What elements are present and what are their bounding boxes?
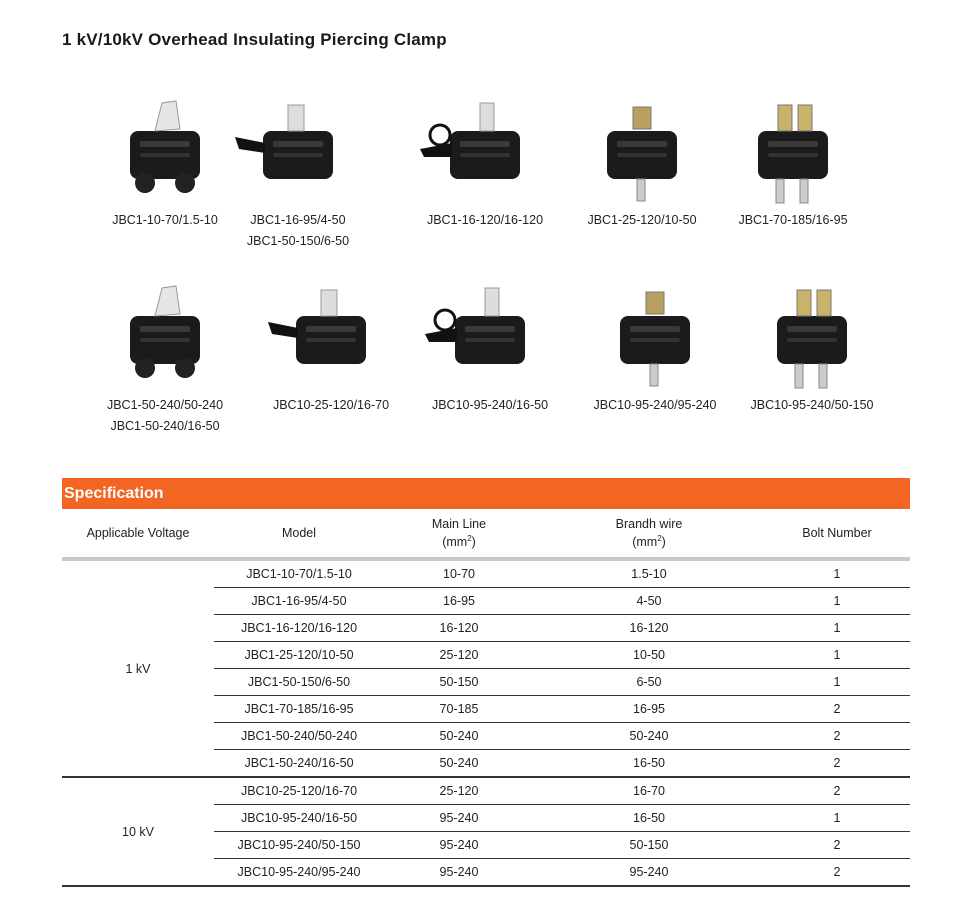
main-line-cell: 95-240 (384, 832, 534, 859)
voltage-cell: 1 kV (62, 559, 214, 777)
product-card (575, 273, 735, 416)
model-cell: JBC1-25-120/10-50 (214, 642, 384, 669)
branch-wire-cell: 50-150 (534, 832, 764, 859)
piercing-clamp-icon (251, 273, 411, 391)
model-cell: JBC1-16-120/16-120 (214, 615, 384, 642)
bolt-number-cell: 1 (764, 642, 910, 669)
header-bolt-number: Bolt Number (764, 509, 910, 559)
main-line-cell: 50-240 (384, 750, 534, 778)
product-caption: JBC1-50-240/16-50 (110, 419, 220, 433)
header-voltage: Applicable Voltage (62, 509, 214, 559)
piercing-clamp-icon (732, 273, 892, 391)
bolt-number-cell: 2 (764, 777, 910, 805)
product-card (218, 88, 378, 252)
model-cell: JBC1-50-240/50-240 (214, 723, 384, 750)
voltage-cell: 10 kV (62, 777, 214, 886)
main-line-cell: 16-95 (384, 588, 534, 615)
model-cell: JBC1-50-150/6-50 (214, 669, 384, 696)
branch-wire-cell: 6-50 (534, 669, 764, 696)
branch-wire-cell: 16-70 (534, 777, 764, 805)
product-caption: JBC1-25-120/10-50 (587, 213, 697, 227)
branch-wire-cell: 50-240 (534, 723, 764, 750)
piercing-clamp-icon (575, 273, 735, 391)
product-caption: JBC1-16-120/16-120 (426, 213, 544, 227)
model-cell: JBC10-25-120/16-70 (214, 777, 384, 805)
table-row (62, 777, 910, 805)
header-branch-wire-label: Brandh wire (615, 517, 683, 532)
branch-wire-cell: 4-50 (534, 588, 764, 615)
piercing-clamp-icon (218, 88, 378, 206)
main-line-cell: 25-120 (384, 642, 534, 669)
model-cell: JBC10-95-240/50-150 (214, 832, 384, 859)
bolt-number-cell: 1 (764, 559, 910, 588)
product-card (732, 273, 892, 416)
header-branch-wire-unit: $(mm^2)$ (632, 533, 666, 549)
model-cell: JBC1-16-95/4-50 (214, 588, 384, 615)
branch-wire-cell: 1.5-10 (534, 559, 764, 588)
product-caption: JBC1-50-240/50-240 (106, 398, 224, 412)
piercing-clamp-icon (405, 88, 565, 206)
product-card (410, 273, 570, 416)
piercing-clamp-icon (85, 273, 245, 391)
main-line-cell: 95-240 (384, 805, 534, 832)
branch-wire-cell: 16-50 (534, 750, 764, 778)
piercing-clamp-icon (713, 88, 873, 206)
specification-table (62, 509, 910, 887)
table-header-row (62, 509, 910, 559)
bolt-number-cell: 2 (764, 859, 910, 887)
bolt-number-cell: 1 (764, 615, 910, 642)
product-caption: JBC1-10-70/1.5-10 (112, 213, 218, 227)
branch-wire-cell: 16-95 (534, 696, 764, 723)
bolt-number-cell: 2 (764, 696, 910, 723)
main-line-cell: 50-240 (384, 723, 534, 750)
bolt-number-cell: 2 (764, 832, 910, 859)
main-line-cell: 25-120 (384, 777, 534, 805)
product-card (713, 88, 873, 231)
model-cell: JBC10-95-240/95-240 (214, 859, 384, 887)
model-cell: JBC1-50-240/16-50 (214, 750, 384, 778)
specification-heading: Specification (62, 478, 910, 509)
header-main-line-unit: $(mm^2)$ (442, 533, 476, 549)
bolt-number-cell: 1 (764, 669, 910, 696)
product-caption: JBC1-50-150/6-50 (246, 234, 350, 248)
product-card (251, 273, 411, 416)
branch-wire-cell: 10-50 (534, 642, 764, 669)
main-line-cell: 10-70 (384, 559, 534, 588)
product-caption: JBC10-95-240/16-50 (431, 398, 549, 412)
main-line-cell: 70-185 (384, 696, 534, 723)
product-card (85, 273, 245, 437)
bolt-number-cell: 2 (764, 723, 910, 750)
model-cell: JBC1-70-185/16-95 (214, 696, 384, 723)
header-model: Model (214, 509, 384, 559)
piercing-clamp-icon (562, 88, 722, 206)
model-cell: JBC10-95-240/16-50 (214, 805, 384, 832)
product-caption: JBC1-70-185/16-95 (738, 213, 848, 227)
header-main-line (384, 509, 534, 559)
product-caption: JBC10-25-120/16-70 (272, 398, 390, 412)
bolt-number-cell: 2 (764, 750, 910, 778)
page-title: 1 kV/10kV Overhead Insulating Piercing Clamp (62, 30, 447, 49)
product-card (405, 88, 565, 231)
header-branch-wire (534, 509, 764, 559)
product-card (562, 88, 722, 231)
product-caption: JBC1-16-95/4-50 (250, 213, 346, 227)
main-line-cell: 50-150 (384, 669, 534, 696)
piercing-clamp-icon (410, 273, 570, 391)
bolt-number-cell: 1 (764, 588, 910, 615)
table-row (62, 559, 910, 588)
branch-wire-cell: 95-240 (534, 859, 764, 887)
product-caption: JBC10-95-240/95-240 (593, 398, 717, 412)
model-cell: JBC1-10-70/1.5-10 (214, 559, 384, 588)
bolt-number-cell: 1 (764, 805, 910, 832)
header-main-line-label: Main Line (431, 517, 487, 532)
main-line-cell: 16-120 (384, 615, 534, 642)
branch-wire-cell: 16-50 (534, 805, 764, 832)
main-line-cell: 95-240 (384, 859, 534, 887)
product-caption: JBC10-95-240/50-150 (750, 398, 874, 412)
branch-wire-cell: 16-120 (534, 615, 764, 642)
